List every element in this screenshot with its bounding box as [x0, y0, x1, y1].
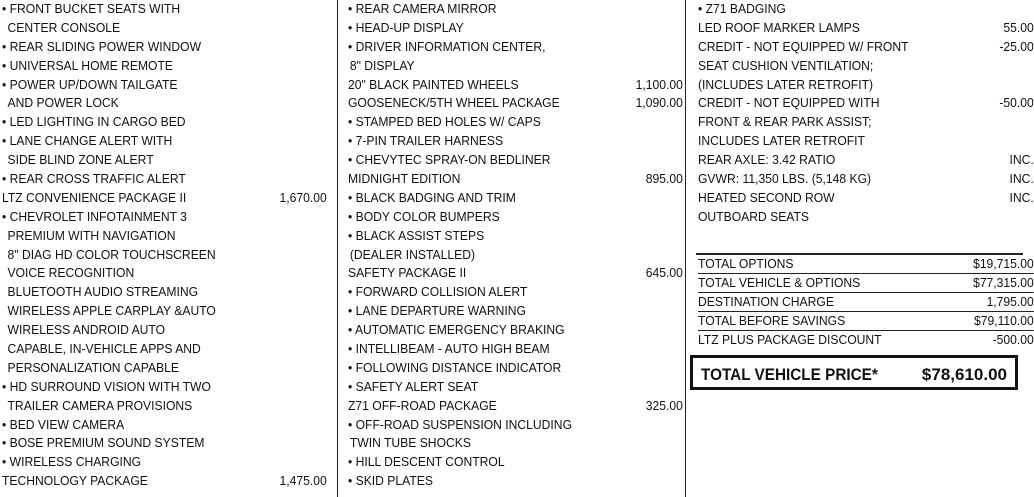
option-line	[698, 113, 1034, 132]
option-label: REAR AXLE: 3.42 RATIO	[698, 152, 836, 168]
option-line	[2, 416, 327, 435]
option-label: CREDIT - NOT EQUIPPED WITH	[698, 95, 880, 111]
total-vehicle-price-box	[690, 355, 1018, 390]
total-vehicle-price-value: $78,610.00	[921, 365, 1007, 384]
option-price: 1,795.00	[986, 294, 1034, 309]
option-label: • POWER UP/DOWN TAILGATE	[2, 76, 178, 92]
options-list	[686, 0, 1034, 227]
option-label: LTZ PLUS PACKAGE DISCOUNT	[698, 332, 882, 347]
option-label: • HD SURROUND VISION WITH TWO	[2, 378, 211, 394]
option-label: • Z71 BADGING	[698, 1, 786, 16]
option-line	[2, 208, 327, 227]
option-label: CAPABLE, IN-VEHICLE APPS AND	[7, 341, 201, 357]
option-line	[698, 38, 1034, 57]
option-label: • BOSE PREMIUM SOUND SYSTEM	[2, 435, 205, 451]
option-label: 8" DIAG HD COLOR TOUCHSCREEN	[7, 246, 216, 262]
option-line	[2, 76, 327, 95]
option-label: • INTELLIBEAM - AUTO HIGH BEAM	[348, 341, 550, 357]
option-line	[2, 0, 327, 19]
option-label: TWIN TUBE SHOCKS	[349, 435, 471, 451]
option-line	[698, 94, 1034, 113]
option-line	[348, 283, 683, 302]
option-label: DESTINATION CHARGE	[698, 294, 834, 309]
option-label: • BLACK ASSIST STEPS	[348, 227, 485, 243]
option-label: LED ROOF MARKER LAMPS	[698, 19, 860, 35]
option-line	[348, 132, 683, 151]
option-label: TOTAL OPTIONS	[698, 256, 794, 271]
option-line	[2, 246, 327, 265]
option-label: VOICE RECOGNITION	[7, 265, 135, 281]
option-label: BLUETOOTH AUDIO STREAMING	[7, 284, 199, 300]
option-label: (INCLUDES LATER RETROFIT)	[698, 76, 874, 92]
option-line	[348, 340, 683, 359]
option-line	[348, 170, 683, 189]
option-label: TECHNOLOGY PACKAGE	[2, 473, 148, 489]
option-label: FRONT & REAR PARK ASSIST;	[698, 114, 872, 130]
option-line	[348, 0, 683, 19]
option-label: • FORWARD COLLISION ALERT	[348, 284, 528, 300]
option-line	[348, 302, 683, 321]
total-vehicle-price-label: TOTAL VEHICLE PRICE*	[701, 365, 878, 384]
option-label: CREDIT - NOT EQUIPPED W/ FRONT	[698, 38, 909, 54]
option-line	[2, 340, 327, 359]
option-line	[348, 189, 683, 208]
option-label: • LED LIGHTING IN CARGO BED	[2, 114, 186, 130]
option-label: • CHEVROLET INFOTAINMENT 3	[2, 208, 187, 224]
option-price: 1,670.00	[279, 189, 327, 205]
option-line	[698, 0, 1034, 19]
option-line	[348, 321, 683, 340]
option-line	[2, 378, 327, 397]
option-label: • SAFETY ALERT SEAT	[348, 378, 479, 394]
option-price: $77,315.00	[973, 275, 1034, 290]
option-label: SEAT CUSHION VENTILATION;	[698, 57, 874, 73]
option-line	[348, 472, 683, 491]
option-line	[348, 453, 683, 472]
option-line	[698, 19, 1034, 38]
option-line	[2, 359, 327, 378]
option-label: INCLUDES LATER RETROFIT	[698, 133, 865, 149]
option-line	[348, 57, 683, 76]
option-label: • LANE CHANGE ALERT WITH	[2, 133, 173, 149]
option-price: INC.	[1009, 189, 1034, 205]
option-line	[348, 434, 683, 453]
option-line	[2, 113, 327, 132]
option-label: SIDE BLIND ZONE ALERT	[7, 152, 154, 168]
option-line	[348, 227, 683, 246]
option-price: $19,715.00	[973, 256, 1034, 271]
option-line	[2, 472, 327, 491]
option-label: CENTER CONSOLE	[7, 19, 121, 35]
option-label: • SKID PLATES	[348, 473, 433, 489]
option-label: 20" BLACK PAINTED WHEELS	[348, 76, 519, 92]
option-line	[698, 76, 1034, 95]
option-line	[2, 453, 327, 472]
totals-section	[686, 247, 1034, 349]
option-line	[2, 170, 327, 189]
option-line	[348, 264, 683, 283]
option-price: 645.00	[645, 265, 683, 281]
option-label: • CHEVYTEC SPRAY-ON BEDLINER	[348, 152, 551, 168]
option-label: PERSONALIZATION CAPABLE	[7, 359, 179, 375]
option-price: -500.00	[992, 332, 1034, 347]
option-label: • FRONT BUCKET SEATS WITH	[2, 1, 181, 16]
option-price: 895.00	[645, 171, 683, 187]
option-label: • LANE DEPARTURE WARNING	[348, 303, 526, 319]
option-line	[2, 57, 327, 76]
option-label: • REAR CROSS TRAFFIC ALERT	[2, 171, 186, 187]
option-label: • HILL DESCENT CONTROL	[348, 454, 505, 470]
option-label: Z71 OFF-ROAD PACKAGE	[348, 397, 497, 413]
option-label: HEATED SECOND ROW	[698, 189, 835, 205]
option-label: • BLACK BADGING AND TRIM	[348, 189, 516, 205]
option-line	[348, 416, 683, 435]
option-line	[348, 19, 683, 38]
option-label: WIRELESS APPLE CARPLAY &AUTO	[7, 303, 216, 319]
option-line	[698, 170, 1034, 189]
option-line	[698, 132, 1034, 151]
option-price: 325.00	[645, 397, 683, 413]
option-label: • STAMPED BED HOLES W/ CAPS	[348, 114, 541, 130]
option-line	[348, 113, 683, 132]
option-price: INC.	[1009, 152, 1034, 168]
option-line	[348, 397, 683, 416]
option-label: WIRELESS ANDROID AUTO	[7, 322, 166, 338]
option-label: MIDNIGHT EDITION	[348, 171, 461, 187]
option-label: • WIRELESS CHARGING	[2, 454, 142, 470]
option-line	[2, 434, 327, 453]
option-label: SAFETY PACKAGE II	[348, 265, 467, 281]
option-line	[2, 189, 327, 208]
options-column-1	[0, 0, 337, 497]
option-line	[2, 302, 327, 321]
option-line	[348, 38, 683, 57]
option-line	[2, 321, 327, 340]
option-label: TOTAL VEHICLE & OPTIONS	[698, 275, 861, 290]
option-price: INC.	[1009, 171, 1034, 187]
option-line	[2, 132, 327, 151]
option-line	[2, 397, 327, 416]
option-label: • 7-PIN TRAILER HARNESS	[348, 133, 504, 149]
option-line	[698, 57, 1034, 76]
option-line	[348, 359, 683, 378]
option-line	[698, 208, 1034, 227]
option-label: • UNIVERSAL HOME REMOTE	[2, 57, 173, 73]
option-line	[348, 378, 683, 397]
option-label: • BED VIEW CAMERA	[2, 416, 125, 432]
option-price: -25.00	[999, 38, 1034, 54]
option-label: TOTAL BEFORE SAVINGS	[698, 313, 846, 328]
option-label: PREMIUM WITH NAVIGATION	[7, 227, 176, 243]
option-label: • REAR SLIDING POWER WINDOW	[2, 38, 202, 54]
option-line	[348, 151, 683, 170]
option-label: • BODY COLOR BUMPERS	[348, 208, 500, 224]
option-label: LTZ CONVENIENCE PACKAGE II	[2, 189, 187, 205]
options-column-3	[685, 0, 1034, 497]
option-price: 1,090.00	[635, 95, 683, 111]
option-line	[2, 264, 327, 283]
option-price: -50.00	[999, 95, 1034, 111]
total-line	[698, 331, 1034, 349]
option-line	[348, 246, 683, 265]
total-line	[698, 274, 1034, 293]
option-line	[348, 94, 683, 113]
total-line	[698, 293, 1034, 312]
option-line	[698, 151, 1034, 170]
option-line	[2, 19, 327, 38]
option-label: AND POWER LOCK	[7, 95, 119, 111]
option-label: • AUTOMATIC EMERGENCY BRAKING	[348, 322, 565, 338]
option-line	[2, 94, 327, 113]
total-line	[698, 255, 1034, 274]
option-label: • OFF-ROAD SUSPENSION INCLUDING	[348, 416, 573, 432]
option-label: TRAILER CAMERA PROVISIONS	[7, 397, 193, 413]
options-column-2	[337, 0, 685, 497]
option-label: • DRIVER INFORMATION CENTER,	[348, 38, 546, 54]
option-label: OUTBOARD SEATS	[698, 208, 810, 224]
total-line	[698, 312, 1034, 331]
option-price: 55.00	[1003, 19, 1034, 35]
option-label: GOOSENECK/5TH WHEEL PACKAGE	[348, 95, 560, 111]
option-line	[2, 283, 327, 302]
option-price: $79,110.00	[973, 313, 1034, 328]
option-label: • FOLLOWING DISTANCE INDICATOR	[348, 359, 562, 375]
option-label: (DEALER INSTALLED)	[349, 246, 476, 262]
option-price: 1,475.00	[279, 473, 327, 489]
option-line	[2, 227, 327, 246]
option-line	[2, 38, 327, 57]
option-line	[2, 151, 327, 170]
option-line	[698, 189, 1034, 208]
option-label: • HEAD-UP DISPLAY	[348, 19, 464, 35]
option-line	[348, 208, 683, 227]
option-label: 8" DISPLAY	[349, 57, 415, 73]
option-label: • REAR CAMERA MIRROR	[348, 1, 497, 16]
option-price: 1,100.00	[635, 76, 683, 92]
option-line	[348, 76, 683, 95]
option-label: GVWR: 11,350 LBS. (5,148 KG)	[698, 171, 872, 187]
